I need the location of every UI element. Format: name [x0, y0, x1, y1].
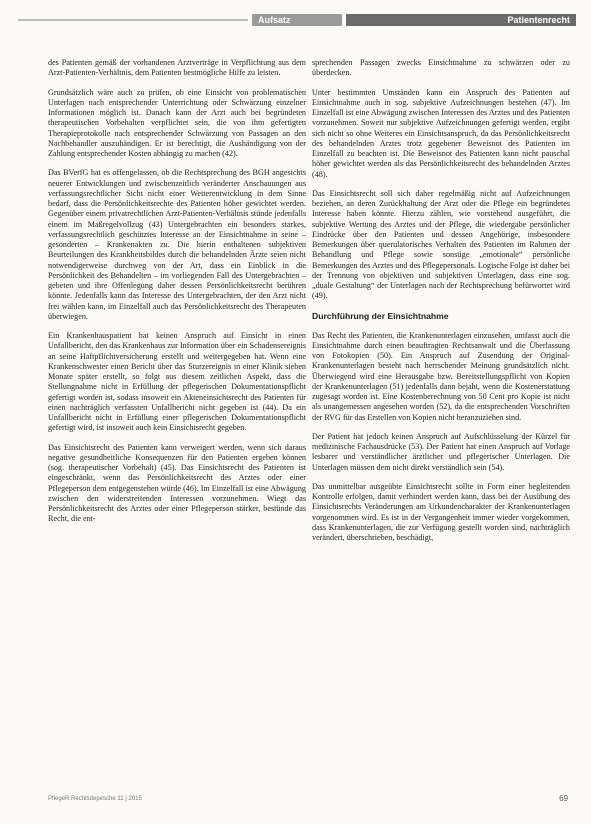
right-column — [312, 58, 570, 552]
body-paragraph: Das unmittelbar ausgeübte Einsichtsrecht sollte in Form einer begleitenden Kontrolle erfolgen, damit verhindert werden kann, dass bei der Ausübung des Einsichtsrechts Veränderungen am Urkundencharakter der Krankenunterlagen vorgenommen wird. Es ist in der Vergangenheit immer wieder vorgekommen, dass Krankenunterlagen, die zur Verfügung gestellt worden sind, nachträglich verändert, überschrieben, beschädigt, — [312, 481, 570, 542]
running-header — [0, 14, 591, 26]
body-paragraph: Unter bestimmten Umständen kann ein Anspruch des Patienten auf Einsichtnahme auch in sog. subjektive Aufzeichnungen bestehen (47). Im Einzelfall ist eine Abwägung zwischen Interessen des Arztes und des Patienten vorzunehmen. Soweit nur subjektive Aufzeichnungen gefertigt werden, ergibt sich nicht so ohne Weiteres ein Einsichtsanspruch, da das Persönlichkeitsrecht des behandelnden Arztes trotz gegebener Beweisnot des Patienten im Einzelfall zu beachten ist. Die Beweisnot des Patienten kann nicht pauschal höher gewichtet werden als das Persönlichkeitsrecht des behandelnden Arztes (48). — [312, 87, 570, 179]
body-paragraph: Das Einsichtsrecht soll sich daher regelmäßig nicht auf Aufzeichnungen beziehen, an deren Zurückhaltung der Arzt oder die Pflege ein begründetes Interesse haben könnte. Hierzu zählen, wie vorstehend ausgeführt, die subjektive Wertung des Arztes und der Pflege, die wiedergabe persönlicher Eindrücke über den Patienten und dessen Angehörige, insbesondere Bemerkungen über querulatorisches Verhalten des Patienten im Rahmen der Behandlung und Pflege sowie sonstige „emotionale“ persönliche Bemerkungen des Arztes und des Pflegepersonals. Logische Folge ist daher bei der Trennung von objektiven und subjektiven Unterlagen, dass eine sog. „duale Gestaltung“ der Unterlagen nach der Rechtsprechung befürwortet wird (49). — [312, 188, 570, 301]
body-paragraph: sprechenden Passagen zwecks Einsichtnahme zu schwärzen oder zu überdecken. — [312, 58, 570, 78]
body-paragraph: Der Patient hat jedoch keinen Anspruch auf Aufschlüsselung der Kürzel für medizinische Fachausdrücke (53). Der Patient hat einen Anspruch auf Vorlage lesbarer und verständlicher ärztlicher und pflegerischer Unterlagen. Die Unterlagen müssen dem nicht direkt verständlich sein (54). — [312, 431, 570, 472]
header-rule — [18, 19, 248, 21]
body-paragraph: Das BVerfG hat es offengelassen, ob die Rechtsprechung des BGH angesichts neuerer Entwicklungen und zwischenzeitlich veränderter Anschauungen aus verfassungsrechtlicher Sicht nicht einer Weiterentwicklung in dem Sinne bedarf, dass die Persönlichkeitsrechte des Patienten höher gewichtet werden. Gegenüber einem privatrechtlichen Arzt-Patienten-Verhältnis stünde jedenfalls einem im Maßregelvollzug (43) Untergebrachten ein besonders starkes, verfassungsrechtlich geschütztes Interesse an der Einsichtnahme in seine – gesonderten – Krankenakten zu. Die hierin enthaltenen subjektiven Beurteilungen des Krankheitsbildes durch die behandelnden Ärzte seien nicht notwendigerweise durchweg von der Art, dass ein Einblick in die Persönlichkeit des Behandelten – im vorliegenden Fall des Untergebrachten – gebeten und ihre Offenlegung daher dessen Persönlichkeitsrecht berühren könnte. Jedenfalls kann das Interesse des Untergebrachten, der den Arzt nicht frei wählen kann, im Einzelfall auch das Persönlichkeitsrecht des Therapeuten überwiegen. — [48, 168, 306, 321]
header-topic-label: Patientenrecht — [346, 14, 576, 26]
body-paragraph: Das Recht des Patienten, die Krankenunterlagen einzusehen, umfasst auch die Einsichtnahme durch einen beauftragten Rechtsanwalt und die Überlassung von Fotokopien (50). Ein Anspruch auf Zusendung der Original-Krankenunterlagen besteht nach herrschender Meinung grundsätzlich nicht. Überwiegend wird eine Herausgabe bzw. Bereitstellungspflicht von Kopien der Krankenunterlagen (51) jedenfalls dann bejaht, wenn die Kostenerstattung zugesagt worden ist. Eine Kostenberechnung von 50 Cent pro Kopie ist nicht als unangemessen angesehen worden (52), da die entsprechenden Vorschriften der RVG für das Erstellen von Kopien nicht heranzuziehen sind. — [312, 330, 570, 422]
header-section-label: Aufsatz — [252, 14, 342, 26]
body-paragraph: des Patienten gemäß der vorhandenen Arztverträge in Verpflichtung aus dem Arzt-Patienten-Verhältnis, dem Patienten bestmögliche Hilfe zu leisten. — [48, 58, 306, 78]
body-paragraph: Ein Krankenhauspatient hat keinen Anspruch auf Einsicht in einen Unfallbericht, den das Krankenhaus zur Information über ein Schadensereignis an seine Haftpflichtversicherung erstellt und weitergegeben hat. Wenn eine Krankenschwester einen Bericht über das Sturzereignis in einer Klinik sieben Monate später erstellt, so folgt aus diesem zeitlichen Aspekt, dass die Stellungnahme nicht in Erfüllung der pflegerischen Dokumentationspflicht gefertigt worden ist, sodass insoweit ein Akteneinsichtsrecht des Patienten für einen nachträglich verfassten Unfallbericht nicht gegeben ist (44). Da ein Unfallbericht nicht in Erfüllung einer pflegerischen Dokumentationspflicht gefertigt wird, ist insoweit auch kein Einsichtsrecht gegeben. — [48, 331, 306, 433]
body-paragraph: Das Einsichtsrecht des Patienten kann verweigert werden, wenn sich daraus negative gesundheitliche Konsequenzen für den Patienten ergeben können (sog. therapeutischer Vorbehalt) (45). Das Einsichtsrecht des Patienten ist eingeschränkt, wenn das Persönlichkeitsrecht des Arztes oder einer Pflegeperson dem entgegenstehen würde (46). Im Einzelfall ist eine Abwägung zwischen den widerstreitenden Interessen vorzunehmen. Wiegt das Persönlichkeitsrecht des Arztes oder einer Pflegeperson stärker, bestünde das Recht, die ent- — [48, 442, 306, 524]
page-number: 69 — [559, 794, 568, 803]
footer-citation: PflegeR Rechtsdepesche 11 | 2015 — [48, 796, 142, 802]
left-column — [48, 58, 306, 534]
page-footer — [48, 794, 568, 806]
section-heading: Durchführung der Einsichtnahme — [312, 310, 449, 321]
body-paragraph: Grundsätzlich wäre auch zu prüfen, ob eine Einsicht von problematischen Unterlagen nach entsprechender Unterrichtung oder Schwärzung einzelner Informationen möglich ist. Danach kann der Arzt auch bei begründeten therapeutischen Vorbehalten verpflichtet sein, die von ihm gefertigten Therapieprotokolle nach entsprechender Schwärzung von Passagen an den Nachbehandler auszuhändigen. Er ist berechtigt, die Aushändigung von der Zahlung entsprechender Kosten abhängig zu machen (42). — [48, 87, 306, 158]
